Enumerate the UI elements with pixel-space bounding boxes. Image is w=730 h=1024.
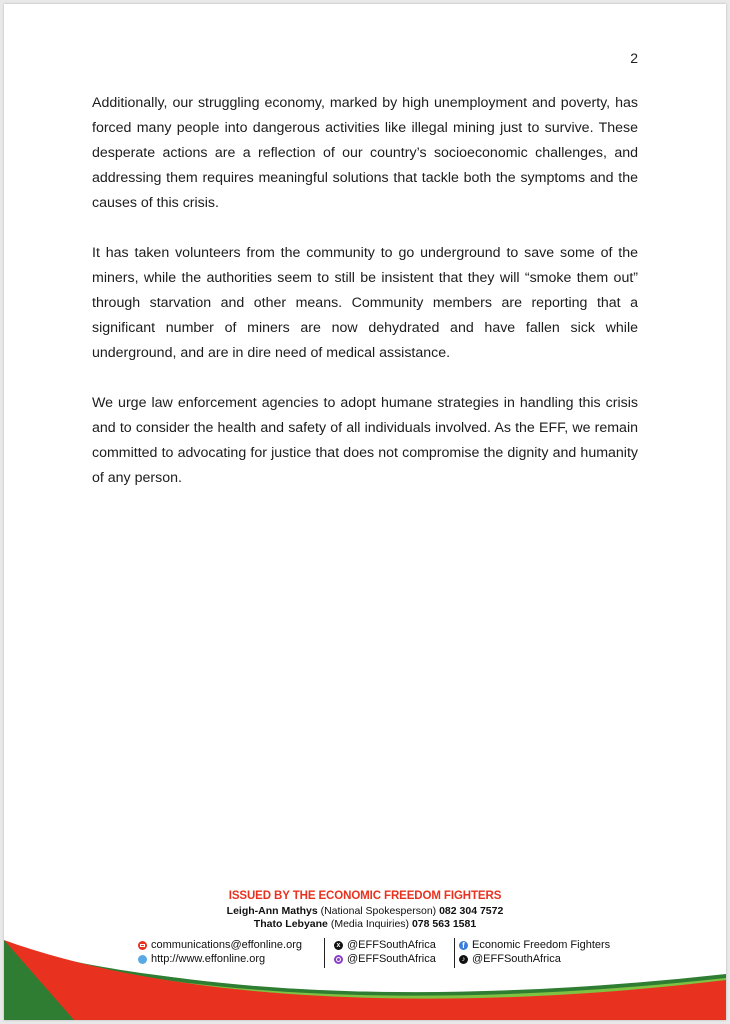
contact-line [4, 918, 726, 930]
facebook-icon: f [459, 941, 468, 950]
social-links [334, 938, 436, 966]
threads-handle: @EFFSouthAfrica [347, 953, 436, 965]
threads-link[interactable] [334, 952, 436, 966]
social-links [459, 938, 610, 966]
tiktok-link[interactable] [459, 952, 610, 966]
document-page [4, 4, 726, 1020]
facebook-link[interactable] [459, 938, 610, 952]
footer-heading: ISSUED BY THE ECONOMIC FREEDOM FIGHTERS [228, 890, 502, 902]
website-text: http://www.effonline.org [151, 953, 266, 965]
paragraph: We urge law enforcement agencies to adopt humane strategies in handling this crisis and to consider the health and safety of all individuals involved. As the EFF, we remain committed to advocating for justice that does not compromise the dignity and humanity of any person. [92, 395, 638, 486]
x-link[interactable] [334, 938, 436, 952]
threads-icon [334, 955, 343, 964]
paragraph: It has taken volunteers from the community to go underground to save some of the miners, while the authorities seem to still be insistent that they will “smoke them out” through starvation and other means. Community members are reporting that a significant number of miners are now dehydrated and have fallen sick while underground, and are in dire need of medical assistance. [92, 245, 638, 361]
mail-icon [138, 941, 147, 950]
x-icon: x [334, 941, 343, 950]
globe-icon [138, 955, 147, 964]
page-number: 2 [630, 50, 638, 66]
email-link[interactable] [138, 938, 302, 952]
contact-line [4, 905, 726, 917]
paragraph: Additionally, our struggling economy, marked by high unemployment and poverty, has forced many people into dangerous activities like illegal mining just to survive. These desperate actions are a reflection of our country’s socioeconomic challenges, and addressing them requires meaningful solutions that tackle both the symptoms and the causes of this crisis. [92, 95, 638, 211]
footer-divider [454, 938, 455, 968]
x-handle: @EFFSouthAfrica [347, 939, 436, 951]
tiktok-icon: ♪ [459, 955, 468, 964]
website-link[interactable] [138, 952, 302, 966]
contact-phone: 078 563 1581 [411, 918, 477, 930]
document-body [92, 91, 638, 516]
tiktok-handle: @EFFSouthAfrica [472, 953, 561, 965]
contact-phone: 082 304 7572 [439, 905, 504, 917]
contact-links [138, 938, 302, 966]
contact-name: Leigh-Ann Mathys [226, 905, 318, 917]
contact-role: (Media Inquiries) [330, 918, 410, 930]
contact-role: (National Spokesperson) [320, 905, 437, 917]
email-text: communications@effonline.org [151, 939, 302, 951]
footer-divider [324, 938, 325, 968]
facebook-handle: Economic Freedom Fighters [472, 939, 611, 951]
contact-name: Thato Lebyane [253, 918, 328, 930]
